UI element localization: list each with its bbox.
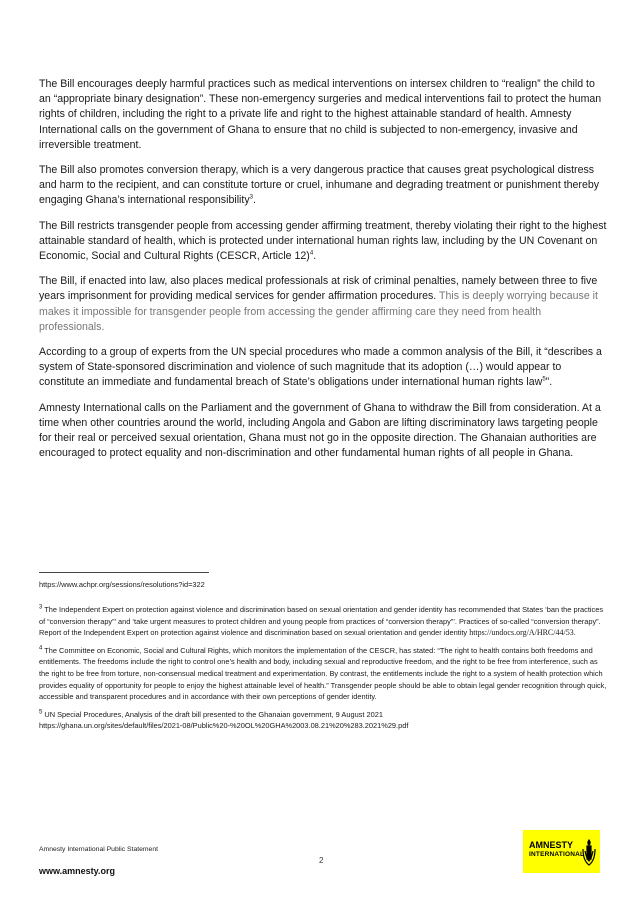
footnote-divider xyxy=(39,572,209,573)
footnote-carryover-link[interactable]: https://www.achpr.org/sessions/resolutions?id=322 xyxy=(39,580,205,589)
footnote-text: The Independent Expert on protection against violence and discrimination based on sexual orientation and gender identity has recommended that States ‘ban the practices of “conversion therapy”’ and ‘take urgent measures to protect children and young people from practices of “conversion therapy”’. Practices of so-called “conversion therapy”. Report of the Independent Expert on protection against violence and discrimination based on sexual orientation and gender identity xyxy=(39,605,604,638)
footnote-ref-4[interactable]: 4 xyxy=(309,250,314,257)
paragraph-text: The Bill also promotes conversion therapy, which is a very dangerous practice that causes great psychological distress and harm to the recipient, and can constitute torture or cruel, inhumane and degrading treatment or punishment thereby engaging Ghana’s international responsibility xyxy=(39,164,600,207)
paragraph-conversion-therapy xyxy=(39,163,607,209)
paragraph-un-experts xyxy=(39,345,607,391)
footnote-text: UN Special Procedures, Analysis of the draft bill presented to the Ghanaian government, 9 August 2021 xyxy=(42,709,383,719)
footer-label: Amnesty International Public Statement xyxy=(39,846,159,853)
footnote-4 xyxy=(39,645,607,703)
paragraph-text: Amnesty International calls on the Parliament and the government of Ghana to withdraw the Bill from consideration. At a time when other countries around the world, including Angola and Gabon are lifting discriminatory laws targeting people for their real or perceived sexual orientation, Ghana must not go in the opposite direction. The Ghanaian authorities are encouraged to protect equality and non-discrimination and other fundamental human rights of all people in Ghana. xyxy=(39,401,601,460)
footnote-link[interactable]: https://ghana.un.org/sites/default/files/2021-08/Public%20-%20OL%20GHA%2003.08.21%20%283.2021%29.pdf xyxy=(39,721,409,731)
paragraph-text: The Bill encourages deeply harmful practices such as medical interventions on intersex children to “realign” the child to an “appropriate binary designation”. These non-emergency surgeries and medical interventions fail to protect the human rights of children, including the right to a private life and right to the highest attainable standard of health. Amnesty International calls on the government of Ghana to ensure that no child is subjected to non-emergency, invasive and irreversible treatment. xyxy=(39,78,602,151)
paragraph-text: The Bill restricts transgender people from accessing gender affirming treatment, thereby violating their right to the highest attainable standard of health, which is protected under international human rights law, including by the UN Covenant on Economic, Social and Cultural Rights (CESCR, Article 12) xyxy=(39,219,607,263)
amnesty-logo xyxy=(523,830,600,873)
paragraph-end: . xyxy=(253,194,256,207)
page-number: 2 xyxy=(319,856,324,865)
paragraph-transgender-treatment xyxy=(39,219,607,265)
paragraph-call-to-action xyxy=(39,401,607,462)
footnote-ref-5[interactable]: 5 xyxy=(542,376,546,383)
paragraph-end: . xyxy=(313,250,317,263)
paragraph-end: ”. xyxy=(545,376,553,389)
footnote-link[interactable]: https://undocs.org/A/HRC/44/53 xyxy=(469,628,574,638)
footnote-ref-3[interactable]: 3 xyxy=(249,194,253,201)
paragraph-intersex xyxy=(39,77,607,153)
paragraph-medical-professionals xyxy=(39,274,607,335)
footnote-number: 3 xyxy=(39,604,43,611)
footnote-number: 4 xyxy=(39,645,43,652)
paragraph-text-muted: This is deeply worrying because it makes it impossible for transgender people from accessing the gender affirming care they need from health professionals. xyxy=(39,290,598,333)
footnote-number: 5 xyxy=(39,709,43,716)
logo-line-1: AMNESTY xyxy=(529,840,574,850)
footnote-3 xyxy=(39,604,607,639)
footer-url[interactable]: www.amnesty.org xyxy=(39,866,116,876)
footnote-5 xyxy=(39,709,607,732)
footnotes xyxy=(39,604,607,738)
paragraph-text: The Bill, if enacted into law, also places medical professionals at risk of criminal penalties, namely between three to five years imprisonment for providing medical services for gender affirmation procedures. xyxy=(39,275,598,303)
footnote-end: . xyxy=(573,628,576,638)
paragraph-text: According to a group of experts from the UN special procedures who made a common analysis of the Bill, it “describes a system of State-sponsored discrimination and violence of such magnitude that its adoption (…) would appear to constitute an immediate and fundamental breach of State’s obligations under international human rights law xyxy=(39,346,602,389)
footnote-text: The Committee on Economic, Social and Cultural Rights, which monitors the implementation of the CESCR, has stated: “The right to health contains both freedoms and entitlements. The freedoms include the right to control one’s health and body, including sexual and reproductive freedom, and the right to be free from interference, such as the right to be free from torture, non-consensual medical treatment and experimentation. By contrast, the entitlements include the right to a system of health protection which provides equality of opportunity for people to enjoy the highest attainable level of health.” Transgender people should be able to obtain legal gender recognition through quick, accessible and transparent procedures and in accordance with their own perceptions of gender identity. xyxy=(39,645,607,702)
logo-text xyxy=(529,840,584,860)
body-text xyxy=(39,77,607,471)
logo-line-2: INTERNATIONAL xyxy=(529,851,585,858)
amnesty-candle-icon xyxy=(582,837,596,867)
